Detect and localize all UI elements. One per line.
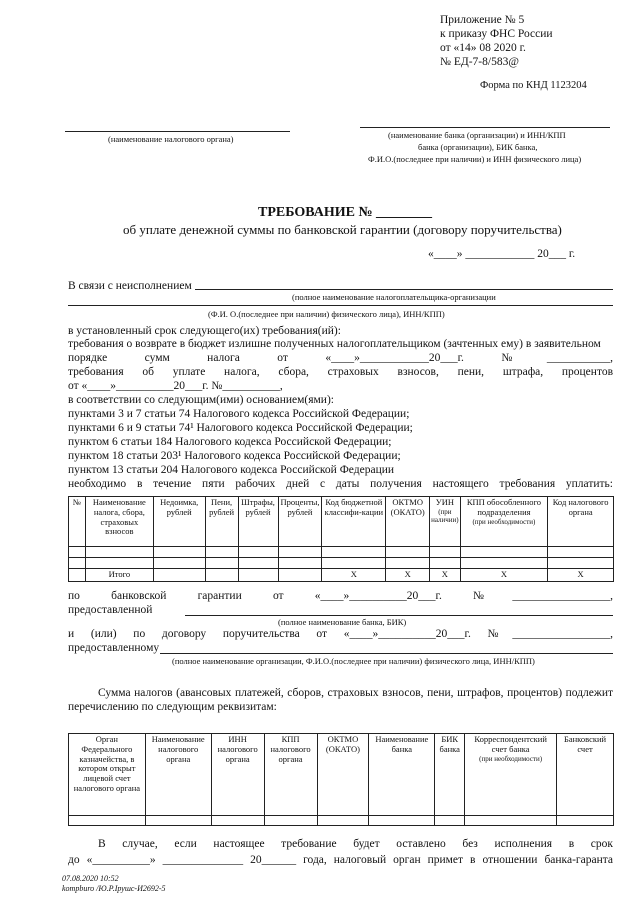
guarantee-line-3: и (или) по договору поручительства от «____»__________20___г. №_________________,	[68, 628, 613, 640]
sum-line-2: перечислению по следующим реквизитам:	[68, 701, 277, 713]
tax-authority-line	[65, 131, 290, 132]
th-interest: Проценты, рублей	[278, 497, 322, 547]
th-uin	[430, 497, 461, 547]
th-fines: Штрафы, рублей	[238, 497, 278, 547]
org-line	[68, 305, 613, 306]
appendix-date: от «14» 08 2020 г.	[440, 42, 526, 54]
paragraph-11: пунктом 13 статьи 204 Налогового кодекса Российской Федерации	[68, 464, 395, 476]
bank-caption-1: (наименование банка (организации) и ИНН/КПП	[388, 130, 566, 140]
guarantee-line-2: предоставленной	[68, 604, 153, 616]
paragraph-7: пунктами 3 и 7 статьи 74 Налогового кодекса Российской Федерации;	[68, 408, 410, 420]
payment-table-header	[69, 497, 614, 547]
appendix-order: к приказу ФНС России	[440, 28, 553, 40]
x-mark: Х	[386, 569, 430, 582]
th-oktmo-2: ОКТМО (ОКАТО)	[317, 734, 369, 816]
appendix-order-number: № ЕД-7-8/583@	[440, 56, 519, 68]
footer-ref: kompburo /Ю.Р.Ірушс-И2692-5	[62, 884, 166, 893]
x-mark: Х	[460, 569, 548, 582]
guarantee-line-1: по банковской гарантии от «____»__________20___г. №_________________,	[68, 590, 613, 602]
form-code: Форма по КНД 1123204	[480, 80, 587, 91]
bank-line	[360, 127, 610, 128]
th-uin-label: УИН	[435, 497, 455, 507]
paragraph-2: требования о возврате в бюджет излишне полученных налогоплательщиком (зачтенных ему) в заявительном	[68, 338, 601, 350]
closing-line-1: В случае, если настоящее требование будет оставлено без исполнения в срок	[98, 838, 613, 850]
sum-line-1: Сумма налогов (авансовых платежей, сборов, страховых взносов, пени, штрафов, процентов) подлежит	[98, 687, 613, 699]
person-caption: (Ф.И. О.(последнее при наличии) физического лица), ИНН/КПП)	[208, 309, 445, 319]
payment-table	[68, 496, 614, 582]
bank-name-line	[185, 615, 613, 616]
th-bank-account: Банковский счет	[557, 734, 614, 816]
th-bank-name: Наименование банка	[369, 734, 435, 816]
appendix-number: Приложение № 5	[440, 14, 525, 26]
closing-line-2: до «__________» ______________ 20______ года, налоговый орган примет в отношении банка-гаранта	[68, 854, 613, 866]
paragraph-9: пунктом 6 статьи 184 Налогового кодекса Российской Федерации;	[68, 436, 392, 448]
page-subtitle: об уплате денежной суммы по банковской гарантии (договору поручительства)	[123, 222, 562, 237]
th-authority-name: Наименование налогового органа	[145, 734, 211, 816]
th-kpp-authority: КПП налогового органа	[264, 734, 317, 816]
th-inn: ИНН налогового органа	[211, 734, 264, 816]
paragraph-3: порядке сумм налога от «____»____________20___г. №___________,	[68, 352, 613, 364]
th-kpp-label: КПП обособленного подразделения	[466, 497, 541, 517]
table-row	[69, 816, 614, 826]
x-mark: Х	[322, 569, 386, 582]
bank-caption-3: Ф.И.О.(последнее при наличии) и ИНН физического лица)	[368, 154, 582, 164]
bank-caption-2: банка (организации), БИК банка,	[418, 142, 538, 152]
th-arrears: Недоимка, рублей	[153, 497, 205, 547]
th-corr-account-note: (при необходимости)	[479, 754, 543, 763]
th-kpp	[460, 497, 548, 547]
th-number: №	[69, 497, 86, 547]
th-penalty: Пени, рублей	[205, 497, 238, 547]
total-label: Итого	[85, 569, 153, 582]
paragraph-12: необходимо в течение пяти рабочих дней с даты получения настоящего требования уплатить:	[68, 478, 613, 490]
document-date: «____» ____________ 20___ г.	[428, 248, 576, 260]
org-caption: (полное наименование налогоплательщика-организации	[292, 292, 496, 302]
guarantee-caption-2: (полное наименование организации, Ф.И.О.(последнее при наличии) физического лица, ИНН/КПП)	[172, 656, 535, 666]
paragraph-10: пунктом 18 статьи 203¹ Налогового кодекса Российской Федерации;	[68, 450, 401, 462]
paragraph-6: в соответствии со следующим(ими) основанием(ями):	[68, 394, 334, 406]
paragraph-1: в установленный срок следующего(их) требования(ий):	[68, 325, 341, 337]
th-kbk: Код бюджетной классифи-кации	[322, 497, 386, 547]
th-oktmo: ОКТМО (ОКАТО)	[386, 497, 430, 547]
paragraph-8: пунктами 6 и 9 статьи 74¹ Налогового кодекса Российской Федерации;	[68, 422, 413, 434]
th-tax-code: Код налогового органа	[548, 497, 614, 547]
paragraph-4: требования об уплате налога, сбора, страховых взносов, пени, штрафа, процентов	[68, 366, 613, 378]
table-row	[69, 547, 614, 558]
tax-authority-caption: (наименование налогового органа)	[108, 134, 234, 144]
th-corr-account	[465, 734, 557, 816]
requisites-table	[68, 733, 614, 826]
table-total-row	[69, 569, 614, 582]
x-mark: Х	[430, 569, 461, 582]
due-to-line	[195, 289, 613, 290]
th-uin-note: (при наличии)	[431, 507, 459, 524]
th-treasury: Орган Федерального казначейства, в котором открыт лицевой счет налогового органа	[69, 734, 146, 816]
th-kpp-note: (при необходимости)	[472, 517, 536, 526]
due-to-label: В связи с неисполнением	[68, 280, 192, 292]
org-name-line	[160, 653, 613, 654]
page-title: ТРЕБОВАНИЕ № ________	[258, 205, 433, 220]
guarantee-line-4: предоставленному	[68, 642, 160, 654]
paragraph-5: от «____»__________20___г. №__________,	[68, 380, 283, 392]
footer-date: 07.08.2020 10:52	[62, 874, 119, 883]
table-row	[69, 558, 614, 569]
th-tax-name: Наименование налога, сбора, страховых взносов	[85, 497, 153, 547]
th-bik: БИК банка	[435, 734, 465, 816]
x-mark: Х	[548, 569, 614, 582]
th-corr-account-label: Корреспондентский счет банка	[474, 734, 547, 754]
guarantee-caption-1: (полное наименование банка, БИК)	[278, 617, 407, 627]
requisites-table-header	[69, 734, 614, 816]
